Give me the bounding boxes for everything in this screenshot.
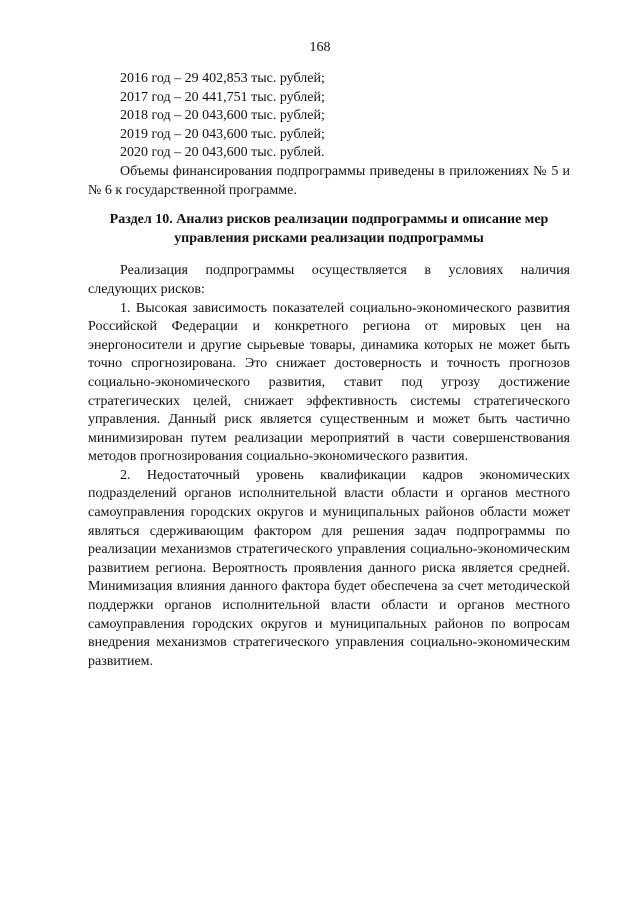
- funding-year-line: 2020 год – 20 043,600 тыс. рублей.: [120, 145, 325, 161]
- page-content: [88, 70, 570, 671]
- section-intro-paragraph: Реализация подпрограммы осуществляется в условиях наличия следующих рисков:: [88, 263, 570, 297]
- funding-year-line: 2018 год – 20 043,600 тыс. рублей;: [120, 108, 325, 124]
- risk-paragraph-1: 1. Высокая зависимость показателей социально-экономического развития Российской Федерации и конкретного региона от мировых цен на энергоносители и другие сырьевые товары, динамика которых не может быть точно спрогнозирована. Это снижает достоверность и точность прогнозов социально-экономического развития, ставит под угрозу достижение стратегических целей, снижает эффективность системы стратегического управления. Данный риск является существенным и может быть частично минимизирован путем реализации мероприятий в части совершенствования методов прогнозирования социально-экономического развития.: [88, 300, 570, 465]
- funding-note-paragraph: Объемы финансирования подпрограммы приведены в приложениях № 5 и № 6 к государственной программе.: [88, 163, 570, 198]
- section-heading: Раздел 10. Анализ рисков реализации подпрограммы и описание мер управления рисками реализации подпрограммы: [109, 212, 549, 246]
- funding-year-line: 2019 год – 20 043,600 тыс. рублей;: [120, 126, 325, 142]
- page-number: 168: [309, 40, 331, 55]
- risk-paragraph-2: 2. Недостаточный уровень квалификации кадров экономических подразделений органов исполнительной власти области и органов местного самоуправления городских округов и муниципальных районов области может являться сдерживающим фактором для решения задач подпрограммы по реализации механизмов стратегического управления социально-экономическим развитием региона. Вероятность проявления данного риска является средней. Минимизация влияния данного фактора будет обеспечена за счет методической поддержки органов исполнительной власти области и органов местного самоуправления городских округов и муниципальных районов по вопросам внедрения механизмов стратегического управления социально-экономическим развитием.: [88, 467, 570, 669]
- funding-years-list: [88, 70, 570, 163]
- funding-year-line: 2016 год – 29 402,853 тыс. рублей;: [120, 71, 325, 86]
- funding-year-line: 2017 год – 20 441,751 тыс. рублей;: [120, 89, 325, 105]
